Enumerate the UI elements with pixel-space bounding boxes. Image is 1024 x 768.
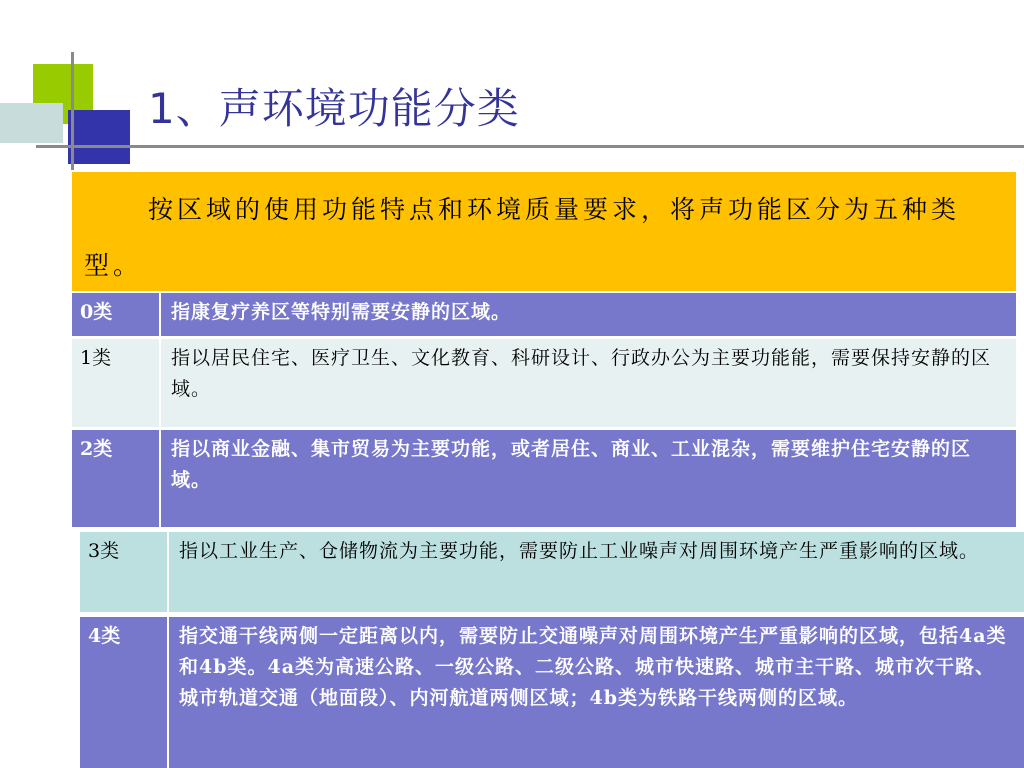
zone-row-4 <box>80 617 1024 768</box>
decor-vertical-line <box>71 52 74 170</box>
decor-horizontal-line <box>36 145 1024 148</box>
zone-description: 指以商业金融、集市贸易为主要功能，或者居住、商业、工业混杂，需要维护住宅安静的区域。 <box>171 438 972 491</box>
zone-description: 指交通干线两侧一定距离以内，需要防止交通噪声对周围环境产生严重影响的区域，包括4a类和4b类。4a类为高速公路、一级公路、二级公路、城市快速路、城市主干路、城市次干路、城市轨道交通（地面段）、内河航道两侧区域；4b类为铁路干线两侧的区域。 <box>179 625 1007 709</box>
slide-title: 1、声环境功能分类 <box>148 84 520 133</box>
zone-label: 2类 <box>72 430 161 527</box>
zone-row-1 <box>72 339 1016 427</box>
decor-navy-square <box>68 110 130 164</box>
zone-label: 1类 <box>72 339 161 427</box>
decor-lightblue-block <box>0 103 63 143</box>
zone-row-3 <box>80 532 1024 612</box>
zone-description: 指康复疗养区等特别需要安静的区域。 <box>171 301 512 323</box>
zone-description: 指以工业生产、仓储物流为主要功能，需要防止工业噪声对周围环境产生严重影响的区域。 <box>179 540 980 562</box>
intro-text: 按区域的使用功能特点和环境质量要求，将声功能区分为五种类型。 <box>84 195 961 280</box>
zone-label: 3类 <box>80 532 169 612</box>
zone-label: 4类 <box>80 617 169 768</box>
zone-description: 指以居民住宅、医疗卫生、文化教育、科研设计、行政办公为主要功能能，需要保持安静的区域。 <box>171 347 992 400</box>
zone-row-2 <box>72 430 1016 527</box>
zone-label: 0类 <box>72 293 161 336</box>
intro-box <box>72 172 1016 291</box>
zone-row-0 <box>72 293 1016 336</box>
